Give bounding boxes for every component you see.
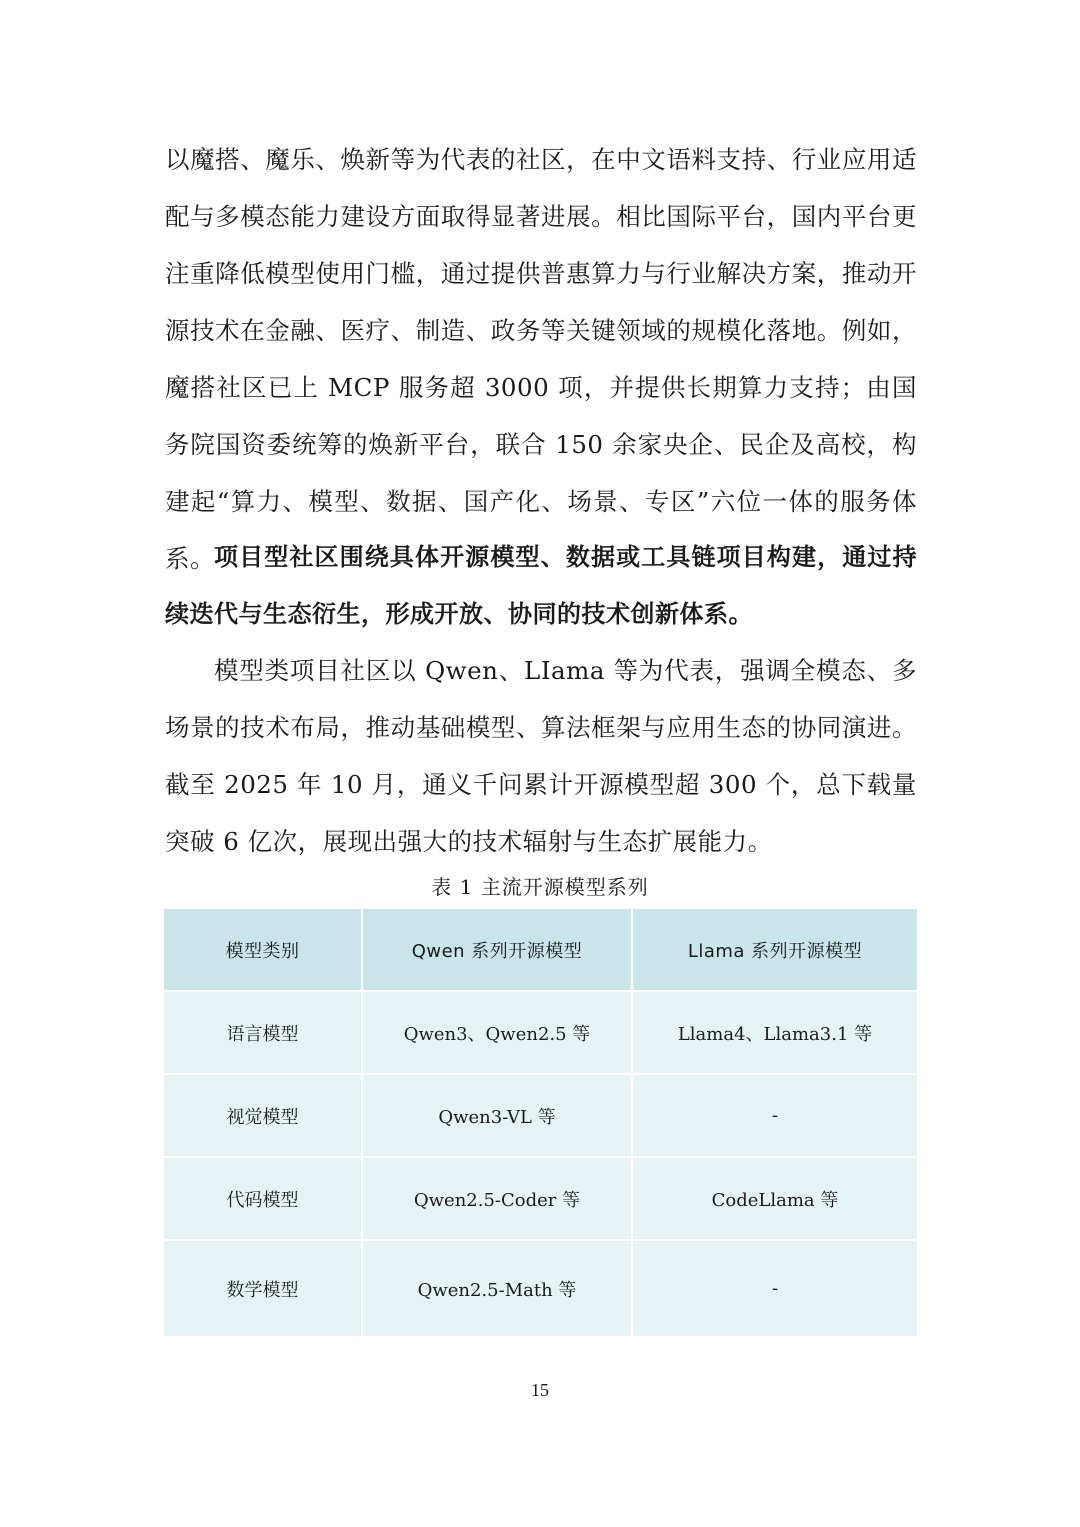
paragraph-project-communities-heading: 项目型社区围绕具体开源模型、数据或工具链项目构建，通过持续迭代与生态衍生，形成开放、协同的技术创新体系。 — [165, 543, 917, 628]
paragraph-model-projects: 模型类项目社区以 Qwen、LIama 等为代表，强调全模态、多场景的技术布局，推动基础模型、算法框架与应用生态的协同演进。截至 2025 年 10 月，通义千问累计开源模型超 300 个，总下载量突破 6 亿次，展现出强大的技术辐射与生态扩展能力。 — [165, 656, 917, 856]
header-qwen-series: Qwen 系列开源模型 — [362, 909, 632, 991]
table-header-row — [164, 909, 917, 991]
cell-llama: CodeLlama 等 — [632, 1157, 917, 1240]
page-number: 15 — [531, 1380, 549, 1400]
table-row — [164, 1074, 917, 1157]
paragraph-platform-communities: 以魔搭、魔乐、焕新等为代表的社区，在中文语料支持、行业应用适配与多模态能力建设方面取得显著进展。相比国际平台，国内平台更注重降低模型使用门槛，通过提供普惠算力与行业解决方案，推动开源技术在金融、医疗、制造、政务等关键领域的规模化落地。例如，魔搭社区已上 MCP 服务超 3000 项，并提供长期算力支持；由国务院国资委统筹的焕新平台，联合 150 余家央企、民企及高校，构建起“算力、模型、数据、国产化、场景、专区”六位一体的服务体系。 — [165, 145, 917, 573]
cell-llama: Llama4、Llama3.1 等 — [632, 991, 917, 1074]
cell-category: 数学模型 — [164, 1240, 362, 1336]
model-series-table — [164, 909, 917, 1336]
cell-qwen: Qwen3、Qwen2.5 等 — [362, 991, 632, 1074]
header-model-category: 模型类别 — [164, 909, 362, 991]
table-row — [164, 991, 917, 1074]
table-row — [164, 1240, 917, 1336]
cell-qwen: Qwen3-VL 等 — [362, 1074, 632, 1157]
cell-llama: - — [632, 1074, 917, 1157]
cell-category: 语言模型 — [164, 991, 362, 1074]
table-row — [164, 1157, 917, 1240]
cell-qwen: Qwen2.5-Coder 等 — [362, 1157, 632, 1240]
cell-llama: - — [632, 1240, 917, 1336]
cell-category: 代码模型 — [164, 1157, 362, 1240]
table-caption: 表 1 主流开源模型系列 — [431, 875, 649, 899]
header-llama-series: Llama 系列开源模型 — [632, 909, 917, 991]
cell-category: 视觉模型 — [164, 1074, 362, 1157]
cell-qwen: Qwen2.5-Math 等 — [362, 1240, 632, 1336]
